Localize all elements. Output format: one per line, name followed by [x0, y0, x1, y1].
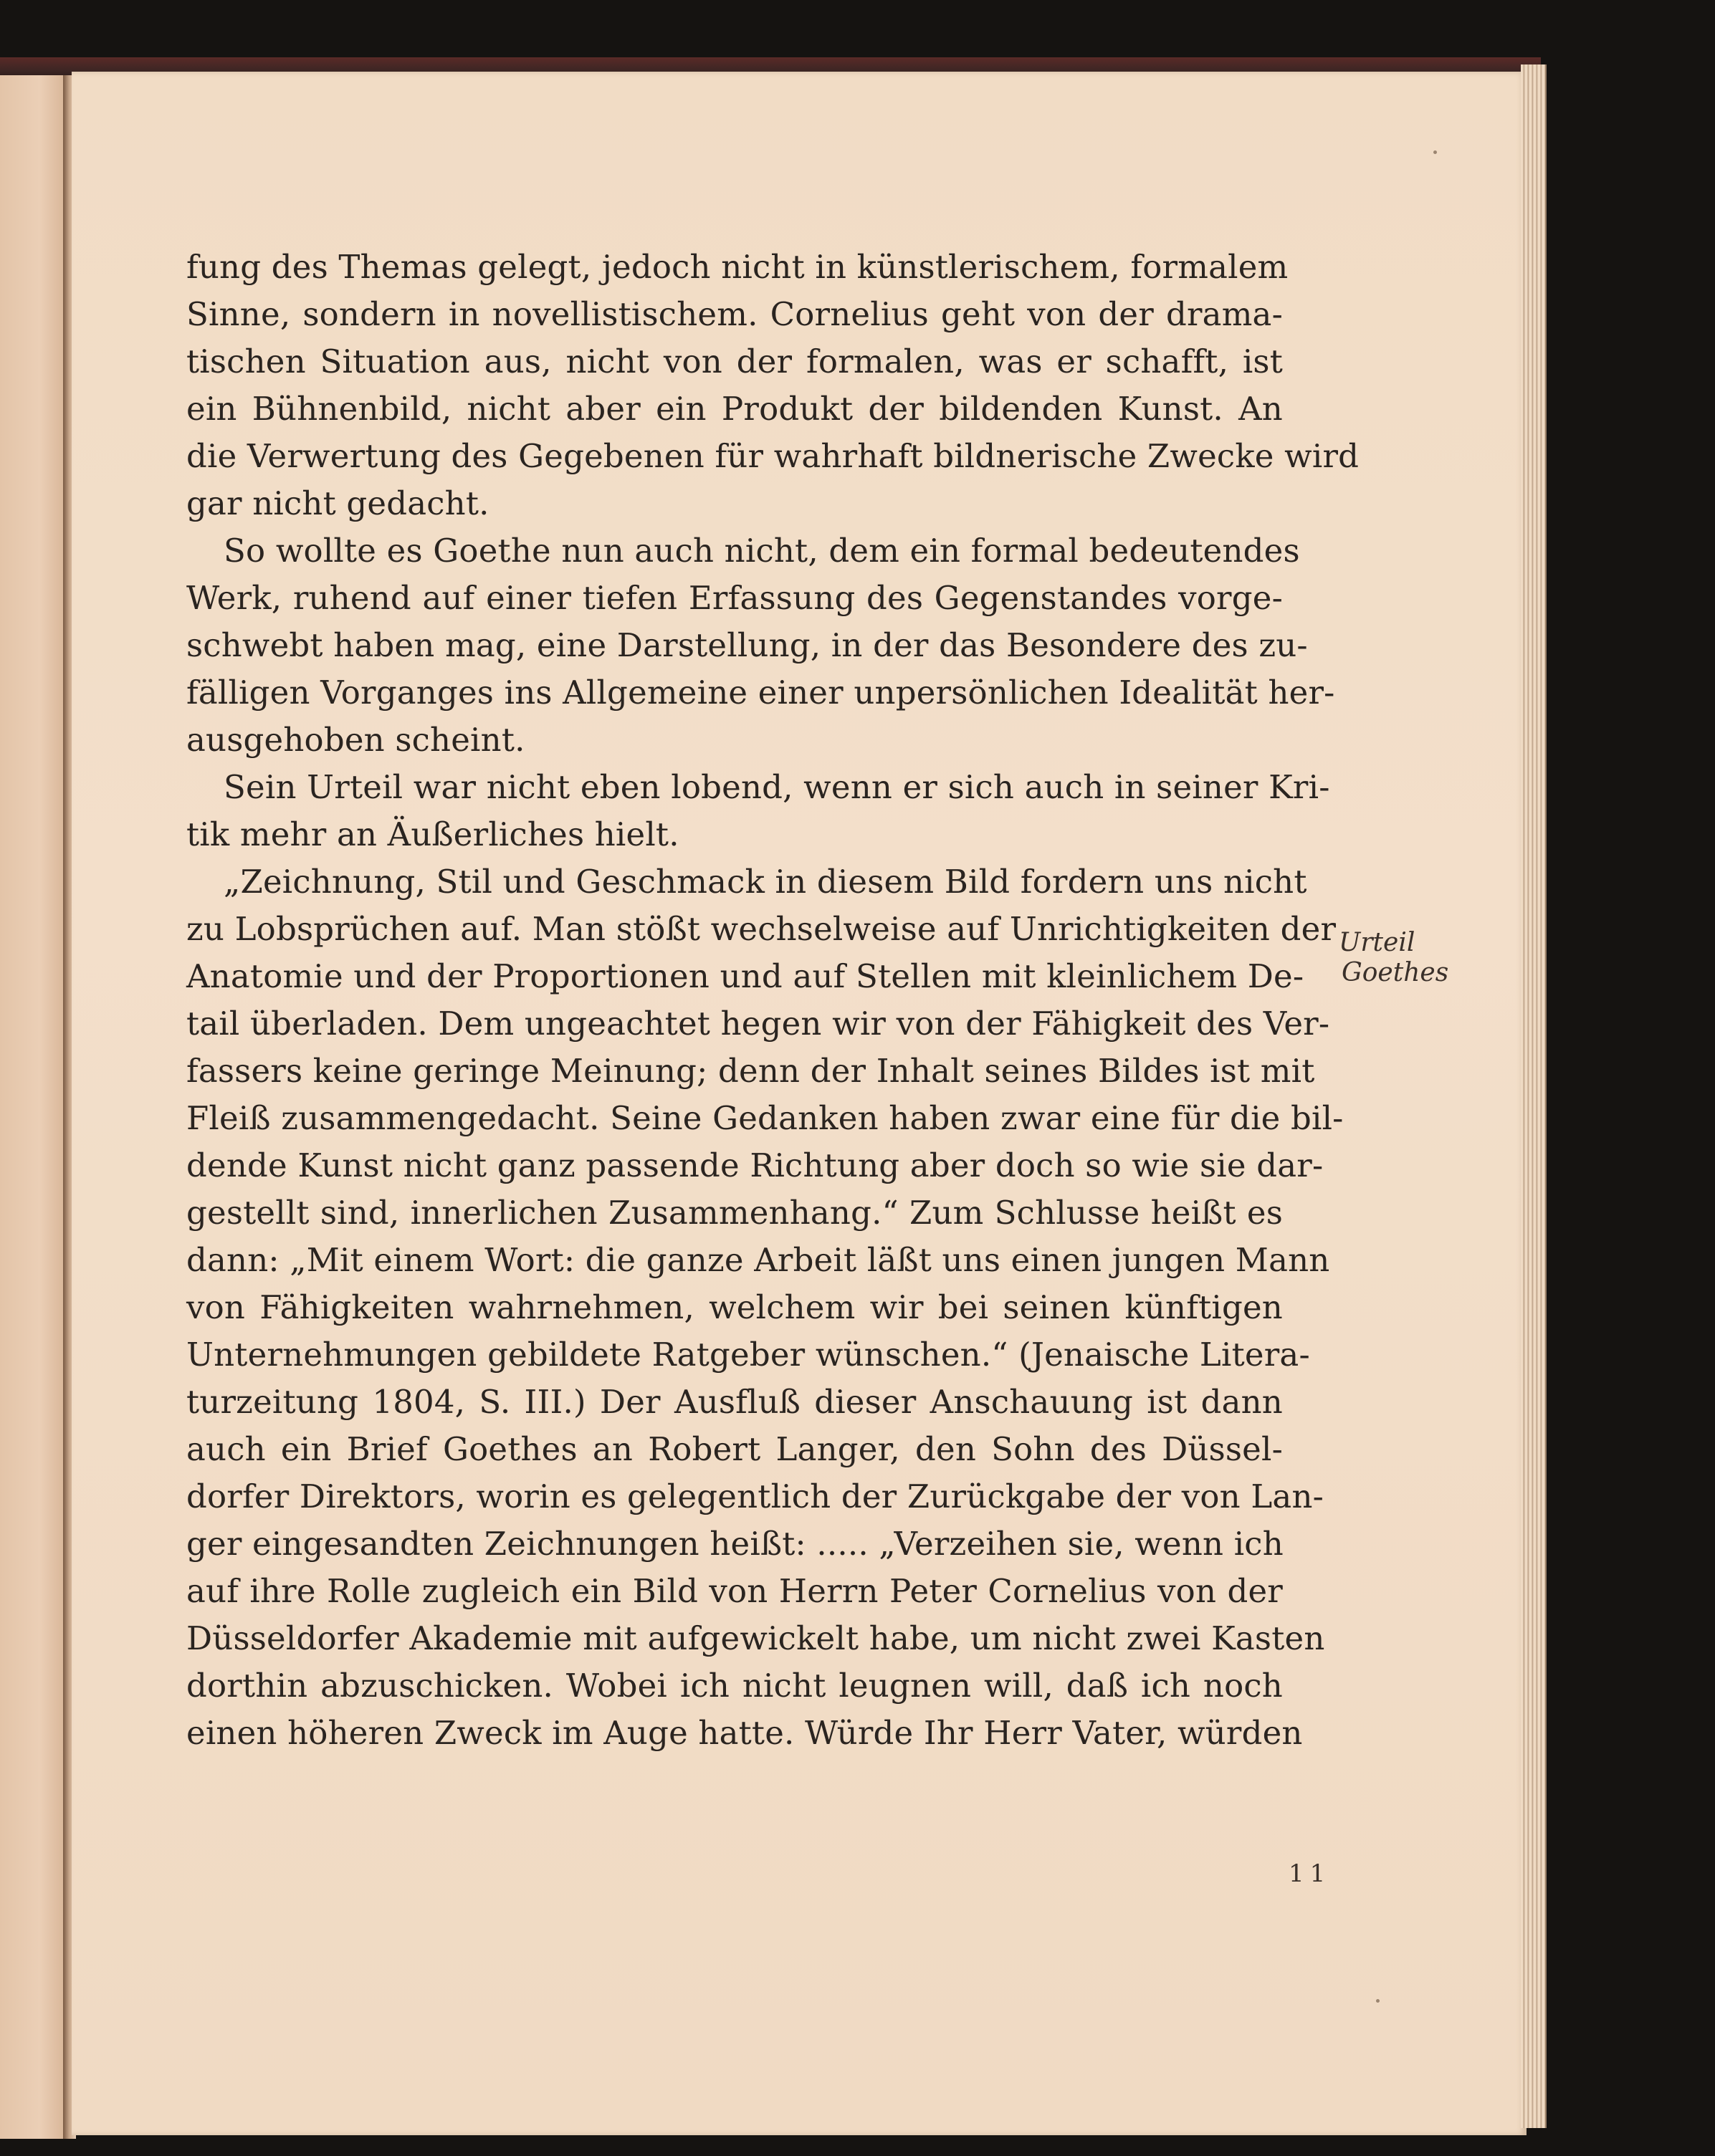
- text-line: Sinne, sondern in novellistischem. Cornelius geht von der drama-: [186, 295, 1283, 333]
- text-line: Düsseldorfer Akademie mit aufgewickelt habe, um nicht zwei Kasten: [186, 1619, 1325, 1657]
- text-line: Werk, ruhend auf einer tiefen Erfassung des Gegenstandes vorge-: [186, 579, 1283, 617]
- text-line: auch ein Brief Goethes an Robert Langer, den Sohn des Düssel-: [186, 1430, 1283, 1468]
- text-line: Sein Urteil war nicht eben lobend, wenn er sich auch in seiner Kri-: [224, 768, 1330, 806]
- text-line: tischen Situation aus, nicht von der formalen, was er schafft, ist: [186, 342, 1283, 380]
- text-line: turzeitung 1804, S. III.) Der Ausfluß dieser Anschauung ist dann: [186, 1383, 1283, 1421]
- paper-speck: [1433, 150, 1437, 154]
- text-line: schwebt haben mag, eine Darstellung, in der das Besondere des zu-: [186, 626, 1308, 664]
- text-line: zu Lobsprüchen auf. Man stößt wechselweise auf Unrichtigkeiten der: [186, 910, 1337, 948]
- text-line: ausgehoben scheint.: [186, 721, 525, 759]
- text-line: dorthin abzuschicken. Wobei ich nicht leugnen will, daß ich noch: [186, 1667, 1283, 1705]
- text-line: So wollte es Goethe nun auch nicht, dem ein formal bedeutendes: [224, 532, 1300, 570]
- text-line: fassers keine geringe Meinung; denn der Inhalt seines Bildes ist mit: [186, 1052, 1315, 1090]
- text-line: tail überladen. Dem ungeachtet hegen wir von der Fähigkeit des Ver-: [186, 1005, 1330, 1043]
- text-line: die Verwertung des Gegebenen für wahrhaft bildnerische Zwecke wird: [186, 437, 1360, 475]
- text-line: gestellt sind, innerlichen Zusammenhang.“ Zum Schlusse heißt es: [186, 1194, 1283, 1232]
- text-line: tik mehr an Äußerliches hielt.: [186, 815, 679, 853]
- page-stack-edges: [1521, 64, 1547, 2128]
- marginal-note-line: Urteil: [1339, 928, 1415, 957]
- text-line: ein Bühnenbild, nicht aber ein Produkt der bildenden Kunst. An: [186, 390, 1283, 428]
- text-line: ger eingesandten Zeichnungen heißt: ..... „Verzeihen sie, wenn ich: [186, 1525, 1284, 1563]
- text-line: einen höheren Zweck im Auge hatte. Würde Ihr Herr Vater, würden: [186, 1714, 1303, 1752]
- marginal-note-line: Goethes: [1342, 958, 1449, 987]
- text-line: Unternehmungen gebildete Ratgeber wünschen.“ (Jenaische Litera-: [186, 1336, 1310, 1374]
- text-line: fung des Themas gelegt, jedoch nicht in künstlerischem, formalem: [186, 248, 1289, 286]
- paper-speck: [1376, 1999, 1380, 2003]
- book-page: [72, 72, 1527, 2135]
- left-page-edge: [0, 75, 68, 2139]
- marginal-note: [1339, 928, 1448, 988]
- text-line: dorfer Direktors, worin es gelegentlich der Zurückgabe der von Lan-: [186, 1477, 1324, 1515]
- text-line: auf ihre Rolle zugleich ein Bild von Herrn Peter Cornelius von der: [186, 1572, 1283, 1610]
- text-line: dann: „Mit einem Wort: die ganze Arbeit läßt uns einen jungen Mann: [186, 1241, 1330, 1279]
- page-number: 11: [1289, 1859, 1332, 1888]
- text-line: dende Kunst nicht ganz passende Richtung aber doch so wie sie dar-: [186, 1146, 1324, 1184]
- text-line: Fleiß zusammengedacht. Seine Gedanken haben zwar eine für die bil-: [186, 1099, 1344, 1137]
- body-text: [186, 244, 1360, 1820]
- text-line: von Fähigkeiten wahrnehmen, welchem wir bei seinen künftigen: [186, 1288, 1283, 1326]
- text-line: gar nicht gedacht.: [186, 484, 489, 522]
- text-line: fälligen Vorganges ins Allgemeine einer unpersönlichen Idealität her-: [186, 674, 1335, 712]
- text-line: Anatomie und der Proportionen und auf Stellen mit kleinlichem De-: [186, 957, 1304, 995]
- text-line: „Zeichnung, Stil und Geschmack in diesem Bild fordern uns nicht: [224, 863, 1307, 901]
